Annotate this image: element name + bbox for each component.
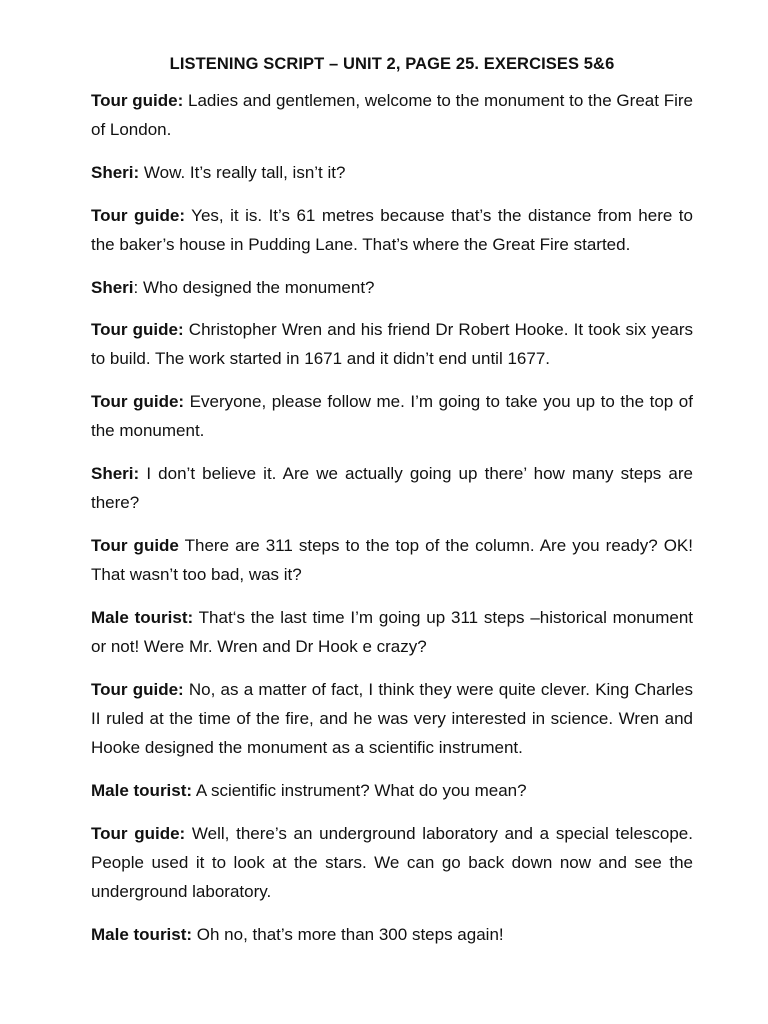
script-line xyxy=(91,459,693,517)
dialogue-text: Everyone, please follow me. I’m going to take you up to the top of the monument. xyxy=(91,392,693,441)
dialogue-text: No, as a matter of fact, I think they were quite clever. King Charles II ruled at the time of the fire, and he was very interested in science. Wren and Hooke designed the monument as a scientific instrument. xyxy=(91,679,693,758)
dialogue-text: There are 311 steps to the top of the column. Are you ready? OK! That wasn’t too bad, was it? xyxy=(91,535,693,585)
speaker-name: Tour guide xyxy=(91,535,179,555)
dialogue-text: Oh no, that’s more than 300 steps again! xyxy=(192,924,504,944)
script-line xyxy=(91,920,693,949)
document-page xyxy=(91,52,693,962)
script-line xyxy=(91,273,693,302)
script-line xyxy=(91,158,693,187)
speaker-name: Tour guide: xyxy=(91,91,184,110)
dialogue-text: Christopher Wren and his friend Dr Robert Hooke. It took six years to build. The work started in 1671 and it didn’t end until 1677. xyxy=(91,320,693,369)
speaker-name: Tour guide: xyxy=(91,392,185,412)
script-line xyxy=(91,387,693,445)
speaker-name: Male tourist: xyxy=(91,607,194,627)
script-line xyxy=(91,776,693,805)
speaker-name: Tour guide: xyxy=(91,679,184,699)
speaker-name: Male tourist: xyxy=(91,780,193,800)
script-line xyxy=(91,315,693,373)
dialogue-text: Well, there’s an underground laboratory and a special telescope. People used it to look at the stars. We can go back down now and see the underground laboratory. xyxy=(91,823,693,901)
script-line xyxy=(91,86,693,144)
script-line xyxy=(91,819,693,907)
script-line xyxy=(91,531,693,589)
dialogue-text: That‘s the last time I’m going up 311 steps –historical monument or not! Were Mr. Wren and Dr Hook e crazy? xyxy=(91,607,693,657)
script-line xyxy=(91,675,693,763)
dialogue-text: Yes, it is. It’s 61 metres because that’s the distance from here to the baker’s house in Pudding Lane. That’s where the Great Fire started. xyxy=(91,205,693,254)
speaker-name: Sheri xyxy=(91,277,134,297)
dialogue-text: Wow. It’s really tall, isn’t it? xyxy=(139,162,346,182)
dialogue-text: A scientific instrument? What do you mean? xyxy=(192,780,527,800)
speaker-name: Tour guide: xyxy=(91,205,185,225)
speaker-name: Tour guide: xyxy=(91,320,184,340)
dialogue-text: Ladies and gentlemen, welcome to the monument to the Great Fire of London. xyxy=(91,91,693,140)
script-line xyxy=(91,201,693,259)
speaker-name: Tour guide: xyxy=(91,823,186,843)
speaker-name: Sheri: xyxy=(91,464,140,484)
dialogue-text: : Who designed the monument? xyxy=(133,277,375,297)
speaker-name: Sheri: xyxy=(91,162,140,182)
script-line xyxy=(91,603,693,661)
document-title: LISTENING SCRIPT – UNIT 2, PAGE 25. EXERCISES 5&6 xyxy=(169,55,615,73)
dialogue-text: I don’t believe it. Are we actually going up there’ how many steps are there? xyxy=(91,464,693,513)
speaker-name: Male tourist: xyxy=(91,924,193,944)
